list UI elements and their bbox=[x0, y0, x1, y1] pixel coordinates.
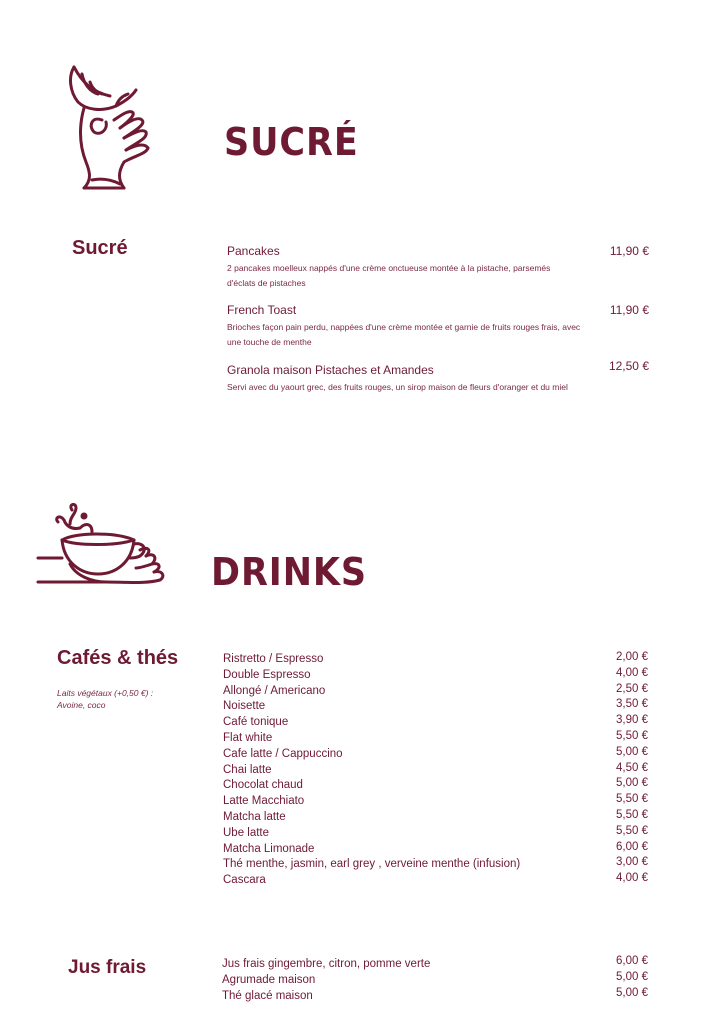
plant-milk-note-value: Avoine, coco bbox=[57, 700, 106, 710]
menu-item bbox=[227, 303, 587, 350]
list-item: Cafe latte / Cappuccino bbox=[223, 747, 343, 760]
list-item: Latte Macchiato bbox=[223, 795, 305, 808]
list-item: Agrumade maison bbox=[222, 973, 316, 986]
item-price: 4,00 € bbox=[616, 666, 648, 679]
list-item: Ristretto / Espresso bbox=[223, 653, 324, 665]
list-item: Chai latte bbox=[223, 763, 272, 776]
section-heading-drinks: DRINKS bbox=[211, 550, 367, 594]
plant-milk-note-label: Laits végétaux (+0,50 €) : bbox=[57, 688, 154, 698]
item-price: 6,00 € bbox=[616, 840, 648, 853]
list-item: Chocolat chaud bbox=[223, 779, 303, 792]
item-description: 2 pancakes moelleux nappés d'une crème onctueuse montée à la pistache, parsemés d'éclats de pistaches bbox=[227, 263, 551, 288]
item-price: 3,00 € bbox=[616, 856, 648, 869]
section-heading-sucre: SUCRÉ bbox=[224, 120, 359, 164]
item-price: 5,50 € bbox=[616, 793, 648, 806]
item-price: 11,90 € bbox=[609, 303, 649, 317]
item-description: Brioches façon pain perdu, nappées d'une crème montée et garnie de fruits rouges frais, avec une touche de menthe bbox=[227, 322, 581, 347]
item-price: 2,50 € bbox=[616, 682, 648, 695]
category-title-sucre: Sucré bbox=[72, 237, 128, 259]
category-title-jus: Jus frais bbox=[68, 957, 147, 978]
menu-item bbox=[227, 244, 587, 291]
list-item: Matcha latte bbox=[223, 810, 286, 823]
item-price: 12,50 € bbox=[608, 359, 649, 373]
list-item: Flat white bbox=[223, 731, 273, 744]
item-price: 4,50 € bbox=[616, 761, 648, 774]
croissant-hand-icon bbox=[62, 62, 152, 194]
category-title-cafes: Cafés & thés bbox=[57, 647, 179, 669]
list-item: Ube latte bbox=[223, 826, 270, 839]
item-name: French Toast bbox=[227, 303, 297, 317]
drinks-prices-jus bbox=[568, 954, 648, 1001]
item-price: 2,00 € bbox=[616, 651, 648, 663]
item-price: 6,00 € bbox=[616, 955, 648, 967]
item-price: 5,00 € bbox=[616, 745, 648, 758]
item-price: 5,50 € bbox=[616, 808, 648, 821]
list-item: Thé menthe, jasmin, earl grey , verveine menthe (infusion) bbox=[223, 858, 521, 871]
item-price: 5,50 € bbox=[616, 729, 648, 742]
drinks-list-jus bbox=[222, 957, 522, 1004]
item-price: 11,90 € bbox=[609, 244, 649, 258]
coffee-cup-hand-icon bbox=[36, 502, 166, 588]
item-price: 5,00 € bbox=[616, 970, 648, 983]
item-price: 4,00 € bbox=[616, 872, 648, 885]
item-price: 3,90 € bbox=[616, 714, 648, 727]
menu-item bbox=[227, 363, 607, 395]
item-price: 3,50 € bbox=[616, 698, 648, 711]
list-item: Thé glacé maison bbox=[222, 989, 313, 1002]
list-item: Allongé / Americano bbox=[223, 684, 326, 697]
item-price: 5,00 € bbox=[616, 986, 648, 999]
item-price: 5,50 € bbox=[616, 824, 648, 837]
list-item: Café tonique bbox=[223, 716, 289, 729]
list-item: Cascara bbox=[223, 874, 266, 887]
list-item: Jus frais gingembre, citron, pomme verte bbox=[222, 958, 431, 970]
drinks-list-cafes bbox=[223, 652, 523, 889]
item-name: Pancakes bbox=[227, 244, 280, 258]
list-item: Noisette bbox=[223, 700, 266, 713]
drinks-prices-cafes bbox=[568, 650, 648, 887]
item-price: 5,00 € bbox=[616, 777, 648, 790]
list-item: Matcha Limonade bbox=[223, 842, 315, 855]
list-item: Double Espresso bbox=[223, 668, 311, 681]
item-description: Servi avec du yaourt grec, des fruits rouges, un sirop maison de fleurs d'oranger et du miel bbox=[227, 382, 568, 392]
item-name: Granola maison Pistaches et Amandes bbox=[227, 363, 434, 377]
